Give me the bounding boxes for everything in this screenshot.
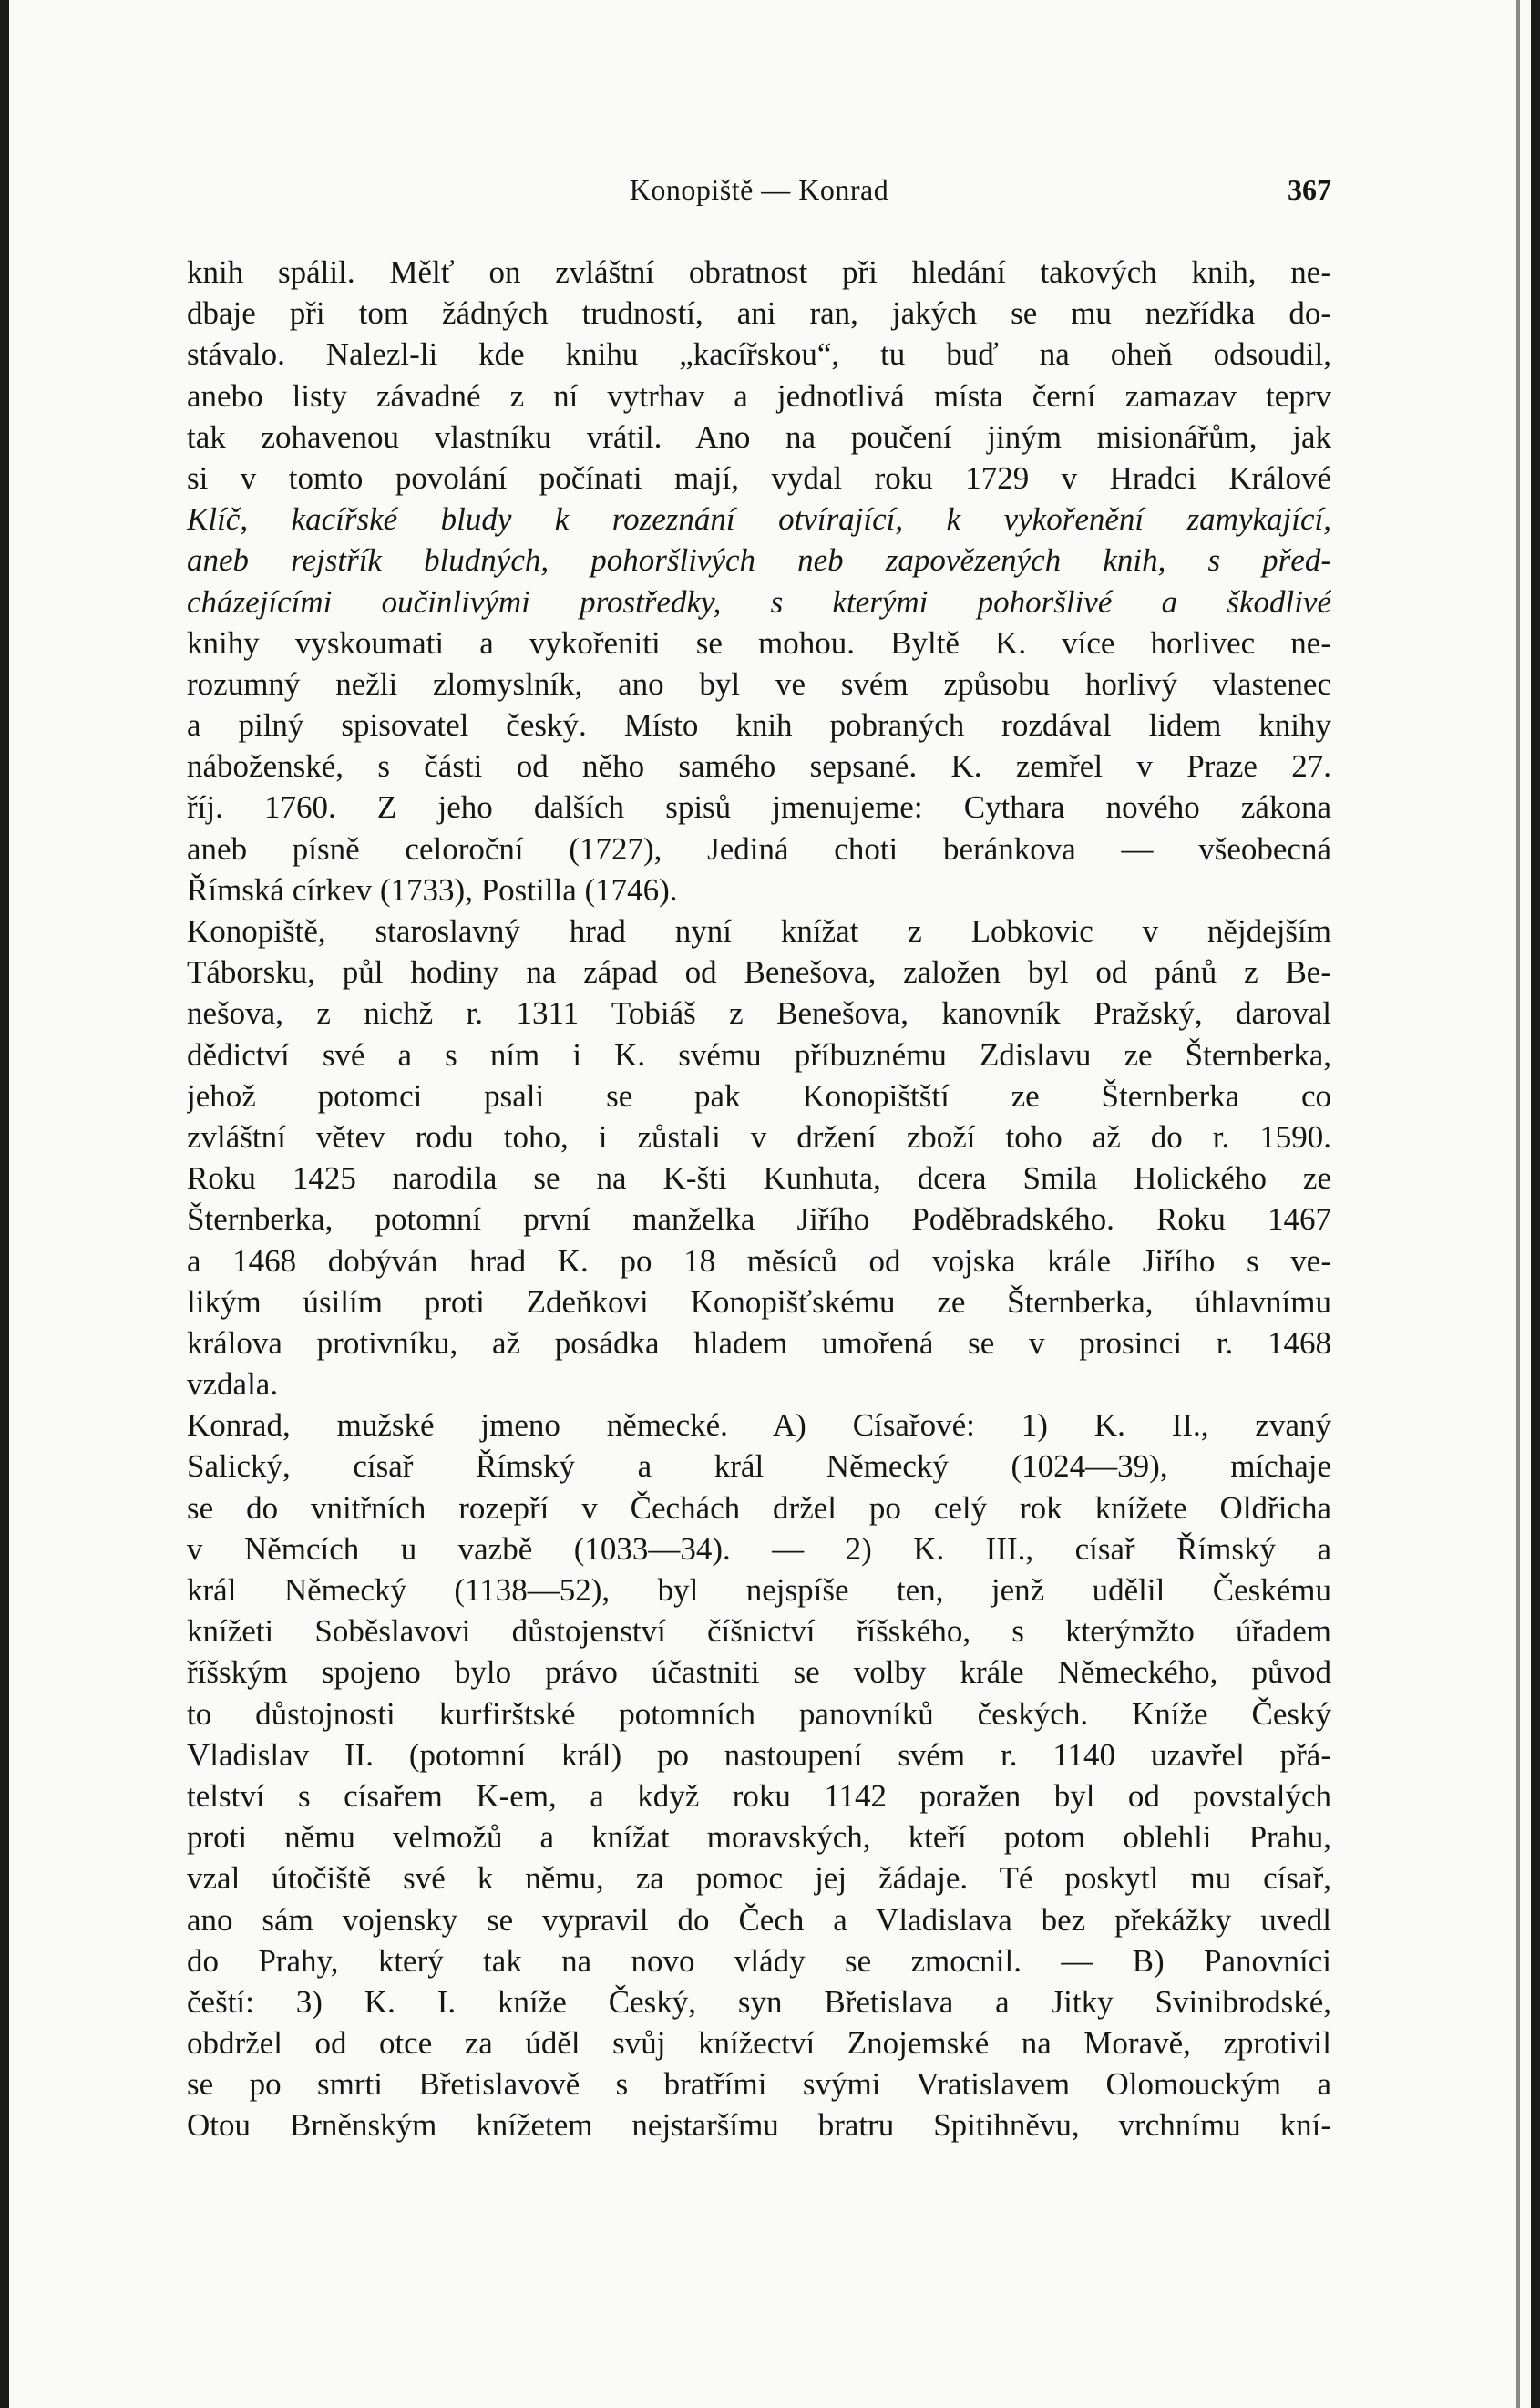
text-line: se po smrti Břetislavově s bratřími svými Vratislavem Olomouckým a — [187, 2066, 1331, 2103]
text-line: nešova, z nichž r. 1311 Tobiáš z Benešova, kanovník Pražský, daroval — [187, 995, 1331, 1032]
text-line: říšským spojeno bylo právo účastniti se volby krále Německého, původ — [187, 1654, 1331, 1691]
text-line: knihy vyskoumati a vykořeniti se mohou. Byltě K. více horlivec ne- — [187, 624, 1331, 661]
body-text — [187, 252, 1331, 2146]
page-number: 367 — [1288, 173, 1331, 206]
text-line: Konrad, mužské jmeno německé. A) Císařové: 1) K. II., zvaný — [187, 1407, 1331, 1444]
text-line: a pilný spisovatel český. Místo knih pobraných rozdával lidem knihy — [187, 707, 1331, 744]
text-line: a 1468 dobýván hrad K. po 18 měsíců od vojska krále Jiřího s ve- — [187, 1242, 1331, 1279]
text-line: anebo listy závadné z ní vytrhav a jednotlivá místa černí zamazav teprv — [187, 377, 1331, 414]
scan-edge-left — [0, 0, 9, 2408]
text-line: stávalo. Nalezl-li kde knihu „kacířskou“, tu buď na oheň odsoudil, — [187, 336, 1331, 373]
scan-edge-right — [1531, 0, 1540, 2408]
text-line: Roku 1425 narodila se na K-šti Kunhuta, dcera Smila Holického ze — [187, 1160, 1331, 1197]
text-line: v Němcích u vazbě (1033—34). — 2) K. III., císař Římský a — [187, 1530, 1331, 1567]
text-line: Vladislav II. (potomní král) po nastoupení svém r. 1140 uzavřel přá- — [187, 1736, 1331, 1773]
text-line: Táborsku, půl hodiny na západ od Benešova, založen byl od pánů z Be- — [187, 954, 1331, 991]
text-line: vzal útočiště své k němu, za pomoc jej žádaje. Té poskytl mu císař, — [187, 1860, 1331, 1897]
text-line: král Německý (1138—52), byl nejspíše ten, jenž udělil Českému — [187, 1572, 1331, 1608]
text-line: telství s císařem K-em, a když roku 1142 poražen byl od povstalých — [187, 1777, 1331, 1814]
text-line: Klíč, kacířské bludy k rozeznání otvírající, k vykořenění zamykající, — [187, 501, 1331, 538]
text-line: se do vnitřních rozepří v Čechách držel po celý rok knížete Oldřicha — [187, 1489, 1331, 1526]
text-line: náboženské, s části od něho samého sepsané. K. zemřel v Praze 27. — [187, 748, 1331, 785]
text-line: Konopiště, staroslavný hrad nyní knížat z Lobkovic v nějdejším — [187, 913, 1331, 949]
text-line: do Prahy, který tak na novo vlády se zmocnil. — B) Panovníci — [187, 1942, 1331, 1979]
text-line: knih spálil. Mělť on zvláštní obratnost při hledání takových knih, ne- — [187, 254, 1331, 290]
text-line: zvláštní větev rodu toho, i zůstali v držení zboží toho až do r. 1590. — [187, 1118, 1331, 1155]
running-head — [187, 173, 1331, 219]
text-line: knížeti Soběslavovi důstojenství číšnictví říšského, s kterýmžto úřadem — [187, 1613, 1331, 1650]
text-line: obdržel od otce za úděl svůj knížectví Znojemské na Moravě, zprotivil — [187, 2025, 1331, 2062]
text-line: říj. 1760. Z jeho dalších spisů jmenujeme: Cythara nového zákona — [187, 789, 1331, 826]
text-line: Salický, císař Římský a král Německý (1024—39), míchaje — [187, 1448, 1331, 1485]
text-line: cházejícími oučinlivými prostředky, s kterými pohoršlivé a škodlivé — [187, 583, 1331, 620]
text-line: aneb rejstřík bludných, pohoršlivých neb zapovězených knih, s před- — [187, 542, 1331, 579]
page-body — [187, 173, 1331, 2146]
text-line: jehož potomci psali se pak Konopištští ze Šternberka co — [187, 1077, 1331, 1114]
running-title: Konopiště — Konrad — [629, 173, 889, 206]
scan-edge-right-line — [1516, 0, 1520, 2408]
text-line: likým úsilím proti Zdeňkovi Konopišťskému ze Šternberka, úhlavnímu — [187, 1283, 1331, 1320]
text-line: rozumný nežli zlomyslník, ano byl ve svém způsobu horlivý vlastenec — [187, 665, 1331, 702]
text-line: aneb písně celoroční (1727), Jediná choti beránkova — všeobecná — [187, 830, 1331, 867]
text-line: dědictví své a s ním i K. svému příbuznému Zdislavu ze Šternberka, — [187, 1036, 1331, 1073]
text-line: si v tomto povolání počínati mají, vydal roku 1729 v Hradci Králové — [187, 459, 1331, 496]
text-line: vzdala. — [187, 1366, 279, 1403]
text-line: tak zohavenou vlastníku vrátil. Ano na poučení jiným misionářům, jak — [187, 418, 1331, 455]
text-line: Otou Brněnským knížetem nejstaršímu bratru Spitihněvu, vrchnímu kní- — [187, 2107, 1331, 2144]
text-line: Šternberka, potomní první manželka Jiřího Poděbradského. Roku 1467 — [187, 1201, 1331, 1238]
text-line: Římská církev (1733), Postilla (1746). — [187, 871, 678, 908]
text-line: proti němu velmožů a knížat moravských, kteří potom oblehli Prahu, — [187, 1819, 1331, 1856]
text-line: dbaje při tom žádných trudností, ani ran, jakých se mu nezřídka do- — [187, 295, 1331, 332]
text-line: to důstojnosti kurfirštské potomních panovníků českých. Kníže Český — [187, 1695, 1331, 1732]
text-line: králova protivníku, až posádka hladem umořená se v prosinci r. 1468 — [187, 1324, 1331, 1361]
text-line: ano sám vojensky se vypravil do Čech a Vladislava bez překážky uvedl — [187, 1901, 1331, 1938]
text-line: čeští: 3) K. I. kníže Český, syn Břetislava a Jitky Svinibrodské, — [187, 1983, 1331, 2020]
